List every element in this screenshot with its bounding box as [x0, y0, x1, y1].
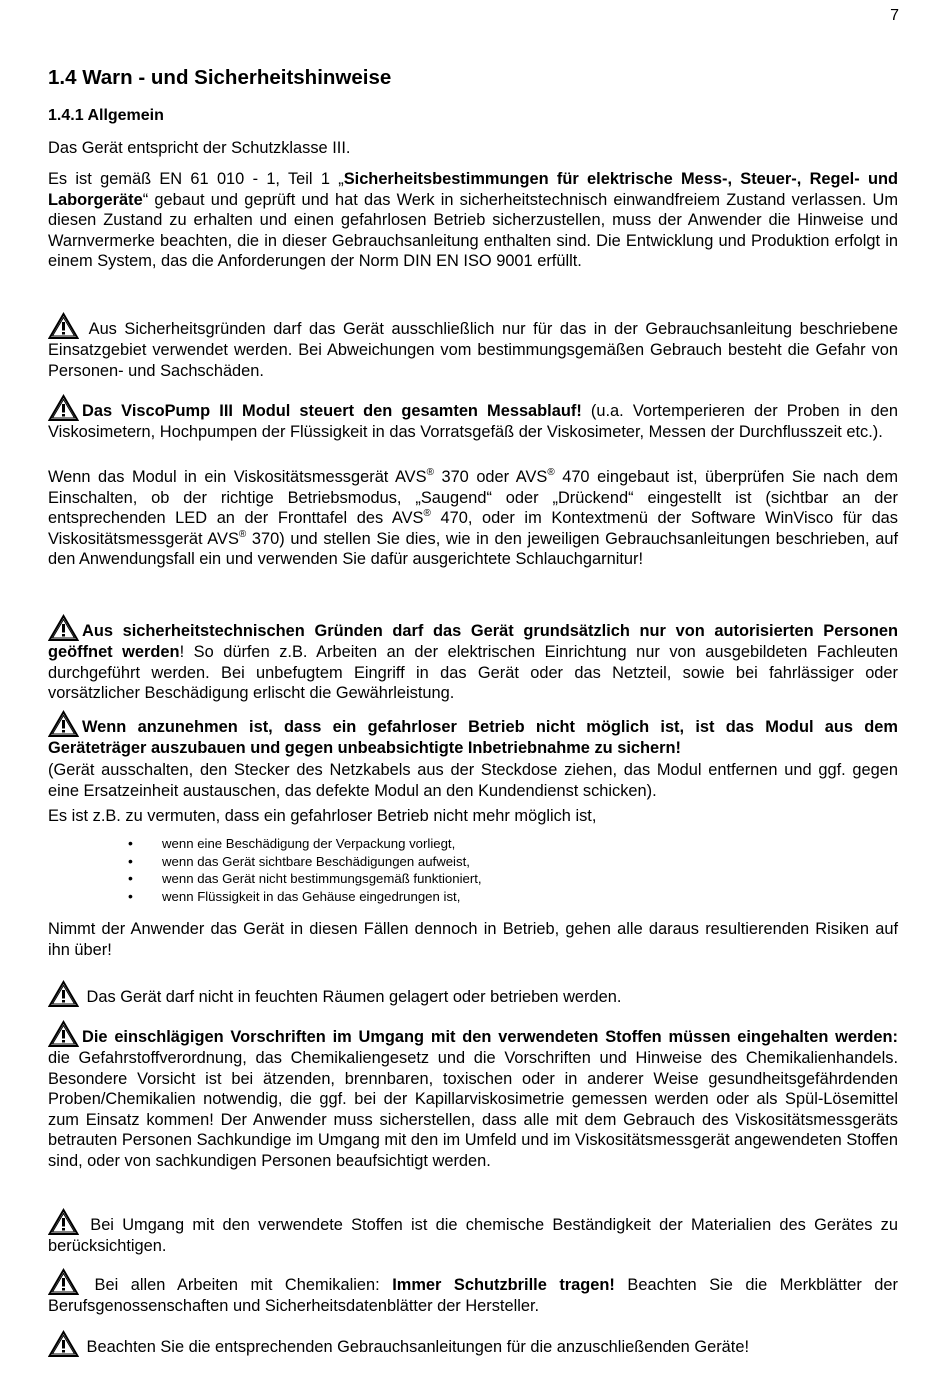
warning-einsatzgebiet: Aus Sicherheitsgründen darf das Gerät ausschließlich nur für das in der Gebrauchsanleitung beschriebene Einsatzgebiet verwendet werden. Bei Abweichungen vom bestimmungsgemäßen Gebrauch besteht die Gefahr von Personen- und Sachschäden. [48, 312, 898, 381]
warning-triangle-icon [48, 614, 79, 642]
warning-vorschriften: Die einschlägigen Vorschriften im Umgang mit den verwendeten Stoffen müssen eingehalten werden: die Gefahrstoffverordnung, das Chemikaliengesetz und die Vorschriften und Hinweise des Chemikalienhandels. Besondere Vorsicht ist bei ätzenden, brennbaren, toxischen oder in anderer Weise gesundheitsgefährdenden Proben/Chemikalien notwendig, die ggf. bei der Kapillarviskosimetrie gemessen werden oder als Spül-Lösemittel zum Einsatz kommen! Der Anwender muss sicherstellen, dass alle mit dem Gebrauch des Viskositätsmessgeräts betrauten Personen Sachkundige im Umgang mit den im Umfeld und im Viskositätsmessgerät angewendeten Stoffen sind, oder von sachkundigen Personen beaufsichtigt werden. [48, 1020, 898, 1172]
warning-triangle-icon [48, 1208, 79, 1236]
warning-autorisierte-personen: Aus sicherheitstechnischen Gründen darf das Gerät grundsätzlich nur von autorisierten Personen geöffnet werden! So dürfen z.B. Arbeiten an der elektrischen Einrichtung nur von ausgebildeten Fachleuten durchgeführt werden. Bei unbefugtem Eingriff in das Gerät oder das Netzteil, sowie bei fahrlässiger oder vorsätzlicher Beschädigung erlischt die Gewährleistung. [48, 614, 898, 704]
list-item: • wenn das Gerät sichtbare Beschädigungen aufweist, [128, 853, 482, 871]
warning-feuchte-raeume: Das Gerät darf nicht in feuchten Räumen gelagert oder betrieben werden. [48, 980, 898, 1008]
warning-triangle-icon [48, 1330, 79, 1358]
paragraph-risiken: Nimmt der Anwender das Gerät in diesen Fällen dennoch in Betrieb, gehen alle daraus resultierenden Risiken auf ihn über! [48, 920, 898, 959]
warning-triangle-icon [48, 710, 79, 738]
warning-triangle-icon [48, 1020, 79, 1048]
paragraph-ausschalten: (Gerät ausschalten, den Stecker des Netzkabels aus der Steckdose ziehen, das Modul entfernen und ggf. gegen eine Ersatzeinheit austauschen, das defekte Modul an den Kundendienst schicken). [48, 761, 898, 800]
warning-schutzbrille: Bei allen Arbeiten mit Chemikalien: Immer Schutzbrille tragen! Beachten Sie die Merkblätter der Berufsgenossenschaften und Sicherheitsdatenblätter der Hersteller. [48, 1268, 898, 1317]
section-heading: 1.4 Warn - und Sicherheitshinweise [48, 66, 392, 89]
bullet-list [128, 835, 482, 906]
list-item: • wenn das Gerät nicht bestimmungsgemäß funktioniert, [128, 870, 482, 888]
warning-gefahrloser-betrieb: Wenn anzunehmen ist, dass ein gefahrloser Betrieb nicht möglich ist, ist das Modul aus dem Geräteträger auszubauen und gegen unbeabsichtigte Inbetriebnahme zu sichern! [48, 710, 898, 759]
warning-triangle-icon [48, 980, 79, 1008]
warning-bestaendigkeit: Bei Umgang mit den verwendete Stoffen ist die chemische Beständigkeit der Materialien des Gerätes zu berücksichtigen. [48, 1208, 898, 1257]
paragraph-avs: Wenn das Modul in ein Viskositätsmessgerät AVS® 370 oder AVS® 470 eingebaut ist, überprüfen Sie nach dem Einschalten, ob der richtige Betriebsmodus, „Saugend“ oder „Drückend“ eingestellt ist (sichtbar an der entsprechenden LED an der Fronttafel des AVS® 470, oder im Kontextmenü der Software WinVisco für das Viskositätsmessgerät AVS® 370) und stellen Sie dies, wie in den jeweiligen Gebrauchsanleitungen beschrieben, auf den Anwendungsfall ein und verwenden Sie dafür ausgerichtete Schlauchgarnitur! [48, 467, 898, 569]
list-item: • wenn eine Beschädigung der Verpackung vorliegt, [128, 835, 482, 853]
norm-title: Sicherheitsbestimmungen für elektrische Mess-, Steuer-, Regel- und Laborgeräte [48, 170, 898, 209]
paragraph-vermuten: Es ist z.B. zu vermuten, dass ein gefahrloser Betrieb nicht mehr möglich ist, [48, 807, 597, 825]
page-number: 7 [890, 7, 899, 24]
list-item: • wenn Flüssigkeit in das Gehäuse eingedrungen ist, [128, 888, 482, 906]
warning-triangle-icon [48, 312, 79, 340]
paragraph-norm: Es ist gemäß EN 61 010 - 1, Teil 1 „Sicherheitsbestimmungen für elektrische Mess-, Steuer-, Regel- und Laborgeräte“ gebaut und geprüft und hat das Werk in sicherheitstechnisch einwandfreiem Zustand verlassen. Um diesen Zustand zu erhalten und einen gefahrlosen Betrieb sicherzustellen, muss der Anwender die Hinweise und Warnvermerke beachten, die in dieser Gebrauchsanleitung enthalten sind. Die Entwicklung und Produktion erfolgt in einem System, das die Anforderungen der Norm DIN EN ISO 9001 erfüllt. [48, 170, 898, 271]
subsection-heading: 1.4.1 Allgemein [48, 107, 164, 124]
paragraph-schutzklasse: Das Gerät entspricht der Schutzklasse III. [48, 139, 351, 157]
warning-triangle-icon [48, 1268, 79, 1296]
warning-viscopump: Das ViscoPump III Modul steuert den gesamten Messablauf! (u.a. Vortemperieren der Proben in den Viskosimetern, Hochpumpen der Flüssigkeit in das Vorratsgefäß der Viskosimeter, Messen der Durchflusszeit etc.). [48, 394, 898, 443]
warning-triangle-icon [48, 394, 79, 422]
warning-gebrauchsanleitungen: Beachten Sie die entsprechenden Gebrauchsanleitungen für die anzuschließenden Geräte! [48, 1330, 898, 1358]
